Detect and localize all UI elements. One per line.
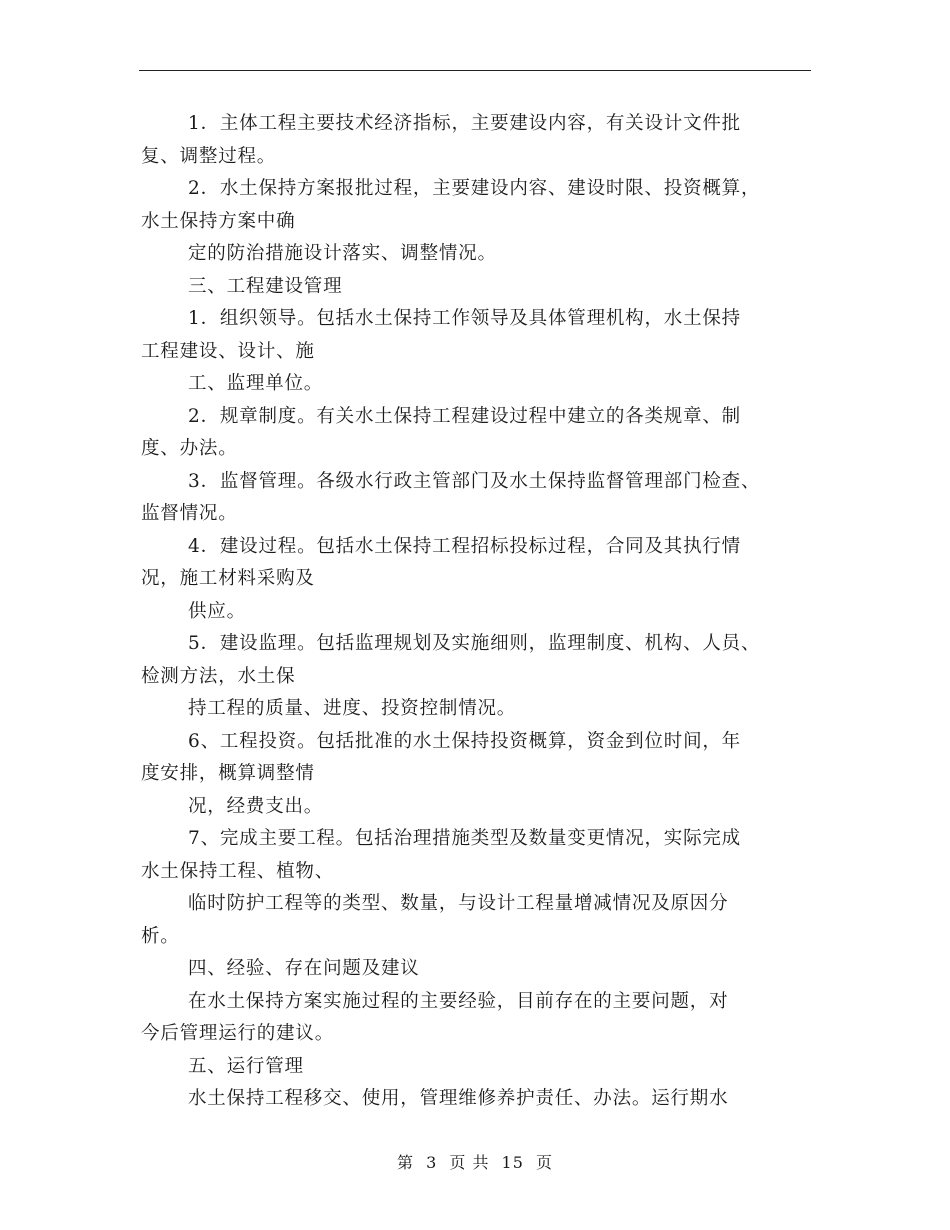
footer-middle: 页 共 — [449, 1153, 490, 1172]
body-line: 复、调整过程。 — [141, 145, 277, 167]
body-line: 今后管理运行的建议。 — [141, 1023, 335, 1044]
body-line: 2．规章制度。有关水土保持工程建设过程中建立的各类规章、制 — [188, 405, 741, 427]
body-line: 2．水土保持方案报批过程，主要建设内容、建设时限、投资概算， — [188, 178, 761, 199]
body-line: 况，施工材料采购及 — [141, 568, 315, 589]
body-line: 供应。 — [188, 600, 246, 622]
body-line: 水土保持方案中确 — [141, 210, 296, 232]
header-rule — [139, 70, 811, 71]
body-line: 1．主体工程主要技术经济指标，主要建设内容，有关设计文件批 — [188, 113, 741, 134]
body-line: 3．监督管理。各级水行政主管部门及水土保持监督管理部门检查、 — [188, 470, 761, 492]
body-line: 工、监理单位。 — [188, 373, 324, 394]
body-line: 监督情况。 — [141, 503, 238, 524]
body-line: 度安排，概算调整情 — [141, 763, 315, 784]
body-line: 在水土保持方案实施过程的主要经验，目前存在的主要问题，对 — [188, 990, 729, 1012]
footer-suffix: 页 — [536, 1153, 554, 1172]
page-footer — [0, 1150, 950, 1173]
body-line: 水土保持工程、植物、 — [141, 860, 335, 882]
body-line: 7、完成主要工程。包括治理措施类型及数量变更情况，实际完成 — [188, 828, 741, 849]
body-line: 析。 — [141, 925, 180, 947]
body-line: 5．建设监理。包括监理规划及实施细则，监理制度、机构、人员、 — [188, 633, 761, 654]
section-heading: 四、经验、存在问题及建议 — [188, 958, 420, 979]
body-line: 水土保持工程移交、使用，管理维修养护责任、办法。运行期水 — [188, 1088, 729, 1109]
body-line: 定的防治措施设计落实、调整情况。 — [188, 243, 497, 264]
total-page-number: 15 — [501, 1153, 524, 1172]
body-line: 度、办法。 — [141, 438, 238, 459]
document-body — [141, 108, 813, 1116]
body-line: 1．组织领导。包括水土保持工作领导及具体管理机构，水土保持 — [188, 308, 741, 329]
body-line: 6、工程投资。包括批准的水土保持投资概算，资金到位时间，年 — [188, 730, 741, 752]
footer-prefix: 第 — [396, 1153, 414, 1172]
section-heading: 五、运行管理 — [188, 1055, 304, 1077]
body-line: 工程建设、设计、施 — [141, 340, 315, 362]
section-heading: 三、工程建设管理 — [188, 275, 343, 297]
current-page-number: 3 — [426, 1153, 438, 1172]
body-line: 持工程的质量、进度、投资控制情况。 — [188, 698, 517, 719]
body-line: 检测方法，水土保 — [141, 665, 296, 687]
body-line: 临时防护工程等的类型、数量，与设计工程量增减情况及原因分 — [188, 893, 729, 914]
body-line: 况，经费支出。 — [188, 795, 324, 817]
body-line: 4．建设过程。包括水土保持工程招标投标过程，合同及其执行情 — [188, 535, 741, 557]
